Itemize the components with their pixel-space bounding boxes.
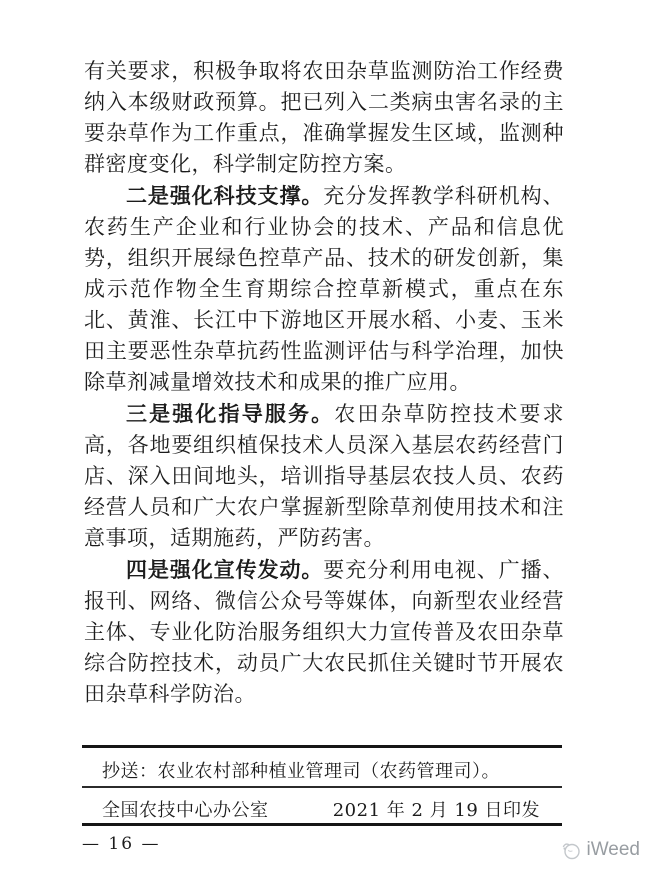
paragraph-text: 充分发挥教学科研机构、农药生产企业和行业协会的技术、产品和信息优势，组织开展绿色控草产品、技术的研发创新，集成示范作物全生育期综合控草新模式，重点在东北、黄淮、长江中下游地区开展水稻、小麦、玉米田主要恶性杂草抗药性监测评估与科学治理，加快除草剂减量增效技术和成果的推广应用。 (84, 184, 565, 394)
issuer-row (82, 798, 562, 824)
separator-rule-bottom (82, 823, 562, 826)
paragraph-lead: 二是强化科技支撑。 (126, 183, 324, 208)
paragraph-lead: 四是强化宣传发动。 (126, 557, 324, 582)
cc-line (82, 758, 562, 785)
watermark (561, 839, 640, 861)
paragraph (84, 56, 564, 180)
cc-text: 抄送：农业农村部种植业管理司（农药管理司）。 (102, 761, 500, 782)
document-body (84, 56, 564, 710)
paragraph-text: 要充分利用电视、广播、报刊、网络、微信公众号等媒体，向新型农业经营主体、专业化防治服务组织大力宣传普及农田杂草综合防控技术，动员广大农民抓住关键时节开展农田杂草科学防治。 (84, 558, 565, 706)
print-date: 2021 年 2 月 19 日印发 (332, 800, 540, 821)
paragraph (84, 398, 564, 554)
paragraph-text: 农田杂草防控技术要求高，各地要组织植保技术人员深入基层农药经营门店、深入田间地头，培训指导基层农技人员、农药经营人员和广大农户掌握新型除草剂使用技术和注意事项，适期施药，严防药害。 (84, 402, 564, 550)
separator-rule-top (82, 745, 562, 748)
page-number: — 16 — (82, 834, 161, 854)
separator-rule-middle (82, 786, 562, 788)
paragraph-text: 有关要求，积极争取将农田杂草监测防治工作经费纳入本级财政预算。把已列入二类病虫害名录的主要杂草作为工作重点，准确掌握发生区域，监测种群密度变化，科学制定防控方案。 (84, 59, 564, 176)
issuing-office: 全国农技中心办公室 (102, 800, 269, 821)
paragraph (84, 554, 564, 710)
paragraph-lead: 三是强化指导服务。 (126, 401, 335, 426)
iweed-logo-icon (561, 840, 581, 860)
paragraph (84, 180, 564, 398)
watermark-label: iWeed (586, 839, 640, 860)
